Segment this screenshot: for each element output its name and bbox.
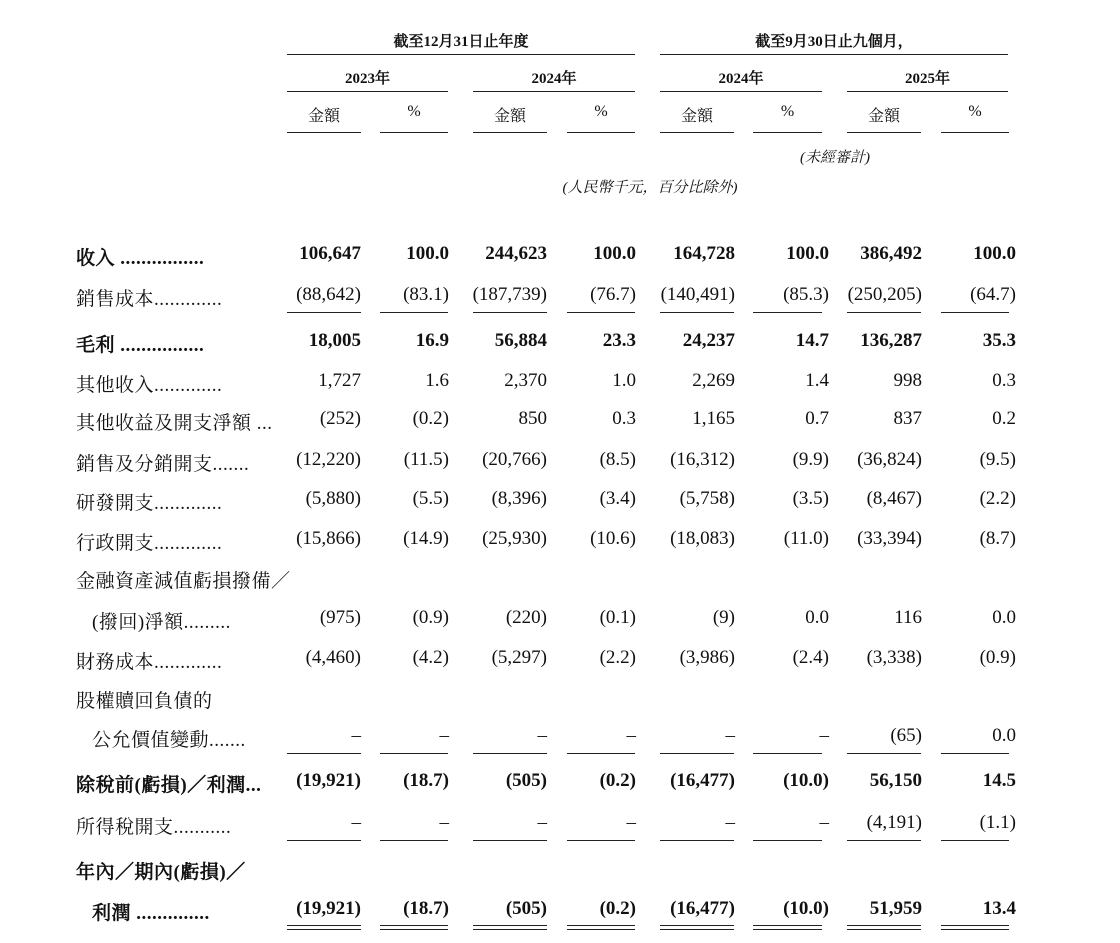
total-double-underline	[380, 925, 448, 930]
row-label: 所得稅開支...........	[76, 817, 232, 838]
row-label: 研發開支.............	[76, 493, 223, 514]
amount-cell: 998	[893, 370, 922, 391]
column-header-rule	[473, 132, 547, 133]
percent-cell: (5.5)	[412, 488, 449, 509]
amount-cell: 136,287	[860, 330, 922, 351]
amount-cell: (16,312)	[670, 449, 735, 470]
unaudited-note: (未經審計)	[800, 150, 870, 166]
percent-cell: (3.4)	[599, 488, 636, 509]
percent-cell: (83.1)	[403, 284, 449, 305]
unit-note: (人民幣千元，百分比除外)	[562, 180, 738, 196]
amount-cell: 1,727	[318, 370, 361, 391]
percent-cell: (3.5)	[792, 488, 829, 509]
column-header-rule	[287, 132, 361, 133]
amount-cell: (12,220)	[296, 449, 361, 470]
percent-cell: (2.2)	[599, 647, 636, 668]
row-label: 其他收益及開支淨額 ...	[76, 413, 273, 434]
percent-cell: –	[819, 812, 829, 833]
amount-cell: 56,884	[494, 330, 547, 351]
row-label: 其他收入.............	[76, 375, 223, 396]
amount-cell: (505)	[505, 898, 547, 919]
percent-cell: (2.2)	[979, 488, 1016, 509]
amount-cell: (5,297)	[491, 647, 547, 668]
amount-cell: –	[351, 812, 361, 833]
total-double-underline	[660, 925, 734, 930]
percent-cell: (11.5)	[403, 449, 449, 470]
column-header-amount: 金額	[867, 108, 900, 125]
amount-cell: (975)	[319, 607, 361, 628]
column-header-rule	[567, 132, 635, 133]
percent-cell: 14.7	[795, 330, 829, 351]
percent-cell: (0.2)	[599, 898, 636, 919]
subtotal-underline	[567, 753, 635, 754]
year-rule-2025	[847, 91, 1008, 92]
amount-cell: 56,150	[869, 770, 922, 791]
percent-cell: 100.0	[786, 243, 829, 264]
percent-cell: (0.2)	[412, 408, 449, 429]
percent-cell: (9.9)	[792, 449, 829, 470]
column-header-percent: %	[780, 103, 795, 120]
amount-cell: 106,647	[299, 243, 361, 264]
percent-cell: –	[439, 812, 449, 833]
percent-cell: (0.9)	[979, 647, 1016, 668]
row-label: 銷售成本.............	[76, 289, 223, 310]
column-header-percent: %	[407, 103, 421, 120]
percent-cell: (76.7)	[590, 284, 636, 305]
percent-cell: 100.0	[973, 243, 1016, 264]
percent-cell: 0.0	[992, 607, 1016, 628]
amount-cell: –	[537, 812, 547, 833]
subtotal-underline	[847, 753, 921, 754]
amount-cell: (18,083)	[670, 528, 735, 549]
row-label: 公允價值變動.......	[92, 730, 246, 751]
percent-cell: (10.6)	[590, 528, 636, 549]
row-label: 年內／期內(虧損)／	[76, 862, 246, 883]
year-header-2024-annual: 2024年	[531, 71, 577, 87]
amount-cell: –	[725, 812, 735, 833]
percent-cell: (14.9)	[403, 528, 449, 549]
percent-cell: (18.7)	[403, 898, 449, 919]
amount-cell: 2,370	[504, 370, 547, 391]
percent-cell: 23.3	[602, 330, 636, 351]
amount-cell: 18,005	[308, 330, 361, 351]
subtotal-underline	[287, 840, 361, 841]
amount-cell: (250,205)	[847, 284, 922, 305]
amount-cell: –	[351, 725, 361, 746]
year-rule-2023	[287, 91, 448, 92]
amount-cell: (88,642)	[296, 284, 361, 305]
subtotal-underline	[660, 753, 734, 754]
percent-cell: (9.5)	[979, 449, 1016, 470]
amount-cell: (3,986)	[679, 647, 735, 668]
row-label: 金融資產減值虧損撥備／	[76, 571, 291, 592]
row-label: 除稅前(虧損)／利潤...	[76, 775, 262, 796]
percent-cell: (8.7)	[979, 528, 1016, 549]
row-label: 銷售及分銷開支.......	[76, 454, 250, 475]
subtotal-underline	[941, 312, 1009, 313]
percent-cell: (11.0)	[783, 528, 829, 549]
percent-cell: –	[626, 812, 636, 833]
amount-cell: 116	[894, 607, 922, 628]
percent-cell: 1.6	[425, 370, 449, 391]
total-double-underline	[941, 925, 1009, 930]
amount-cell: 51,959	[869, 898, 922, 919]
percent-cell: 0.3	[612, 408, 636, 429]
amount-cell: 837	[893, 408, 922, 429]
percent-cell: (8.5)	[599, 449, 636, 470]
subtotal-underline	[287, 753, 361, 754]
percent-cell: 35.3	[982, 330, 1016, 351]
amount-cell: (9)	[712, 607, 735, 628]
column-header-rule	[847, 132, 921, 133]
amount-cell: (15,866)	[296, 528, 361, 549]
row-label: (撥回)淨額.........	[92, 612, 231, 633]
amount-cell: –	[537, 725, 547, 746]
percent-cell: 0.0	[992, 725, 1016, 746]
percent-cell: (1.1)	[979, 812, 1016, 833]
amount-cell: 244,623	[485, 243, 547, 264]
row-label: 行政開支.............	[76, 533, 223, 554]
amount-cell: (220)	[505, 607, 547, 628]
percent-cell: (10.0)	[783, 898, 829, 919]
percent-cell: (64.7)	[970, 284, 1016, 305]
column-header-rule	[380, 132, 448, 133]
amount-cell: (4,191)	[866, 812, 922, 833]
year-header-2024-nine-months: 2024年	[718, 71, 764, 87]
percent-cell: (85.3)	[783, 284, 829, 305]
row-label: 毛利 ................	[76, 335, 205, 356]
percent-cell: –	[819, 725, 829, 746]
amount-cell: (187,739)	[472, 284, 547, 305]
year-header-2023: 2023年	[344, 71, 390, 87]
percent-cell: 14.5	[982, 770, 1016, 791]
subtotal-underline	[753, 840, 822, 841]
percent-cell: –	[439, 725, 449, 746]
amount-cell: (5,758)	[679, 488, 735, 509]
subtotal-underline	[753, 753, 822, 754]
percent-cell: 16.9	[415, 330, 449, 351]
percent-cell: 1.0	[612, 370, 636, 391]
percent-cell: (18.7)	[403, 770, 449, 791]
column-header-rule	[941, 132, 1009, 133]
column-header-amount: 金額	[307, 108, 340, 125]
subtotal-underline	[380, 840, 448, 841]
amount-cell: (33,394)	[857, 528, 922, 549]
subtotal-underline	[287, 312, 361, 313]
subtotal-underline	[380, 753, 448, 754]
row-label: 股權贖回負債的	[76, 691, 213, 712]
column-header-percent: %	[594, 103, 608, 120]
subtotal-underline	[847, 840, 921, 841]
subtotal-underline	[660, 840, 734, 841]
year-header-2025: 2025年	[904, 71, 950, 87]
subtotal-underline	[473, 312, 547, 313]
percent-cell: (2.4)	[792, 647, 829, 668]
percent-cell: (0.2)	[599, 770, 636, 791]
amount-cell: (65)	[890, 725, 922, 746]
amount-cell: (8,396)	[491, 488, 547, 509]
period-group-header-annual: 截至12月31日止年度	[393, 34, 529, 50]
subtotal-underline	[941, 840, 1009, 841]
period-group-header-nine-months: 截至9月30日止九個月，	[755, 34, 913, 50]
amount-cell: (505)	[505, 770, 547, 791]
period-group-rule-annual	[287, 54, 635, 55]
subtotal-underline	[847, 312, 921, 313]
amount-cell: (25,930)	[482, 528, 547, 549]
total-double-underline	[473, 925, 547, 930]
amount-cell: 1,165	[692, 408, 735, 429]
year-rule-2024-annual	[473, 91, 635, 92]
subtotal-underline	[660, 312, 734, 313]
column-header-rule	[753, 132, 822, 133]
period-group-rule-nine-months	[660, 54, 1008, 55]
percent-cell: 100.0	[406, 243, 449, 264]
year-rule-2024-nine-months	[660, 91, 822, 92]
column-header-amount: 金額	[493, 108, 526, 125]
percent-cell: 0.0	[805, 607, 829, 628]
amount-cell: 850	[518, 408, 547, 429]
column-header-amount: 金額	[680, 108, 713, 125]
amount-cell: (19,921)	[296, 898, 361, 919]
amount-cell: (36,824)	[857, 449, 922, 470]
total-double-underline	[847, 925, 921, 930]
percent-cell: (0.1)	[599, 607, 636, 628]
percent-cell: 1.4	[805, 370, 829, 391]
amount-cell: 24,237	[682, 330, 735, 351]
subtotal-underline	[473, 753, 547, 754]
amount-cell: 386,492	[860, 243, 922, 264]
percent-cell: (10.0)	[783, 770, 829, 791]
amount-cell: –	[725, 725, 735, 746]
percent-cell: 100.0	[593, 243, 636, 264]
subtotal-underline	[941, 753, 1009, 754]
amount-cell: (16,477)	[670, 770, 735, 791]
amount-cell: (252)	[319, 408, 361, 429]
percent-cell: 0.2	[992, 408, 1016, 429]
subtotal-underline	[567, 312, 635, 313]
amount-cell: (3,338)	[866, 647, 922, 668]
row-label: 收入 ................	[76, 248, 205, 269]
subtotal-underline	[567, 840, 635, 841]
percent-cell: 13.4	[982, 898, 1016, 919]
percent-cell: 0.3	[992, 370, 1016, 391]
row-label: 財務成本.............	[76, 652, 223, 673]
percent-cell: (0.9)	[412, 607, 449, 628]
total-double-underline	[567, 925, 635, 930]
amount-cell: (4,460)	[305, 647, 361, 668]
subtotal-underline	[753, 312, 822, 313]
percent-cell: (4.2)	[412, 647, 449, 668]
amount-cell: (8,467)	[866, 488, 922, 509]
row-label: 利潤 ..............	[92, 903, 210, 924]
total-double-underline	[287, 925, 361, 930]
amount-cell: (5,880)	[305, 488, 361, 509]
subtotal-underline	[473, 840, 547, 841]
percent-cell: –	[626, 725, 636, 746]
subtotal-underline	[380, 312, 448, 313]
percent-cell: 0.7	[805, 408, 829, 429]
amount-cell: (20,766)	[482, 449, 547, 470]
amount-cell: (19,921)	[296, 770, 361, 791]
amount-cell: 164,728	[673, 243, 735, 264]
amount-cell: 2,269	[692, 370, 735, 391]
amount-cell: (140,491)	[660, 284, 735, 305]
column-header-percent: %	[968, 103, 982, 120]
amount-cell: (16,477)	[670, 898, 735, 919]
column-header-rule	[660, 132, 734, 133]
total-double-underline	[753, 925, 822, 930]
